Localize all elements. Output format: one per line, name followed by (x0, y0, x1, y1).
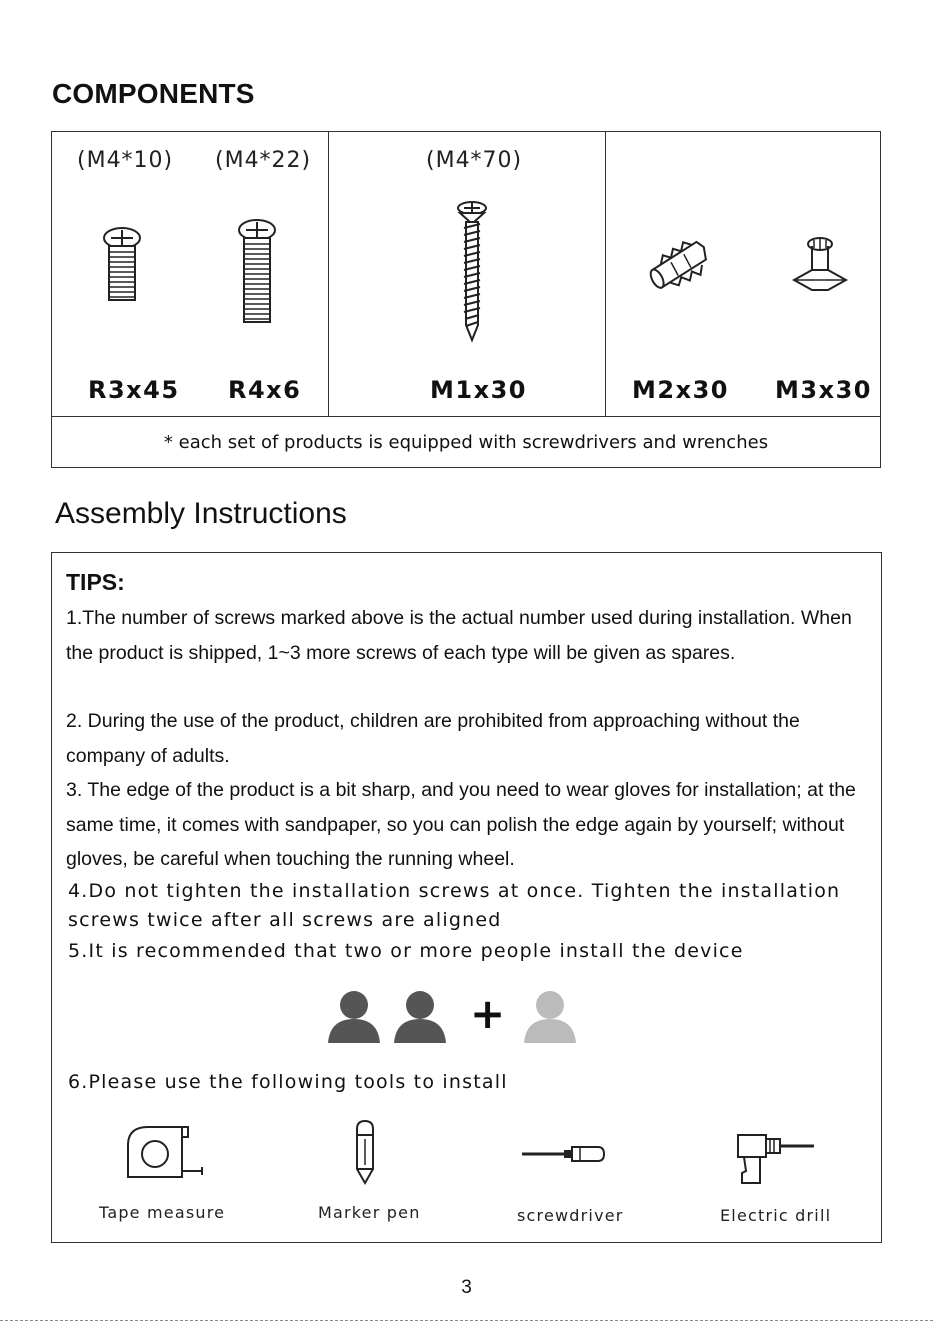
foot-pad-icon (790, 234, 850, 294)
tip-1: 1.The number of screws marked above is the actual number used during installation. When the product is shipped, 1~3 more screws of each type will be given as spares. (66, 607, 852, 664)
tip-5: 5.It is recommended that two or more people install the device (68, 940, 744, 962)
electric-drill-icon (734, 1133, 816, 1187)
tool-label-marker-pen: Marker pen (318, 1203, 421, 1222)
size-label-m4x22: (M4*22) (215, 148, 312, 173)
page-number: 3 (461, 1277, 472, 1298)
code-label-m2x30: M2x30 (632, 376, 729, 404)
components-heading: COMPONENTS (52, 78, 255, 109)
tool-label-screwdriver: screwdriver (517, 1206, 624, 1225)
tool-label-tape-measure: Tape measure (99, 1203, 226, 1222)
tape-measure-icon (124, 1121, 206, 1183)
helper-person-icon (522, 989, 578, 1045)
short-screw-icon (97, 226, 147, 306)
table-divider (328, 132, 329, 417)
bottom-dashed-rule (0, 1320, 933, 1322)
assembly-heading: Assembly Instructions (55, 497, 347, 530)
tip-4: 4.Do not tighten the installation screws at once. Tighten the installation screws twice after all screws are aligned (68, 880, 841, 931)
components-table (51, 131, 881, 468)
plus-sign: + (470, 989, 506, 1038)
code-label-m3x30: M3x30 (775, 376, 872, 404)
tip-3: 3. The edge of the product is a bit sharp, and you need to wear gloves for installation; at the same time, it comes with sandpaper, so you can polish the edge again by yourself; without gloves, be careful when touching the running wheel. (66, 779, 856, 870)
code-label-m1x30: M1x30 (430, 376, 527, 404)
tip-2: 2. During the use of the product, children are prohibited from approaching without the company of adults. (66, 710, 800, 767)
tool-label-electric-drill: Electric drill (720, 1206, 832, 1225)
medium-screw-icon (232, 218, 282, 328)
code-label-r4x6: R4x6 (228, 376, 302, 404)
screwdriver-icon (520, 1143, 606, 1165)
tip-6: 6.Please use the following tools to install (68, 1071, 508, 1093)
size-label-m4x70: (M4*70) (426, 148, 523, 173)
size-label-m4x10: (M4*10) (77, 148, 174, 173)
tips-heading: TIPS: (66, 569, 125, 595)
table-divider (52, 416, 880, 417)
equipment-note: * each set of products is equipped with screwdrivers and wrenches (163, 432, 769, 453)
person-icon (392, 989, 448, 1045)
long-wood-screw-icon (452, 200, 492, 345)
table-divider (605, 132, 606, 417)
code-label-r3x45: R3x45 (88, 376, 180, 404)
person-icon (326, 989, 382, 1045)
wall-anchor-icon (644, 238, 719, 293)
tips-box (51, 552, 882, 1243)
marker-pen-icon (352, 1119, 378, 1187)
